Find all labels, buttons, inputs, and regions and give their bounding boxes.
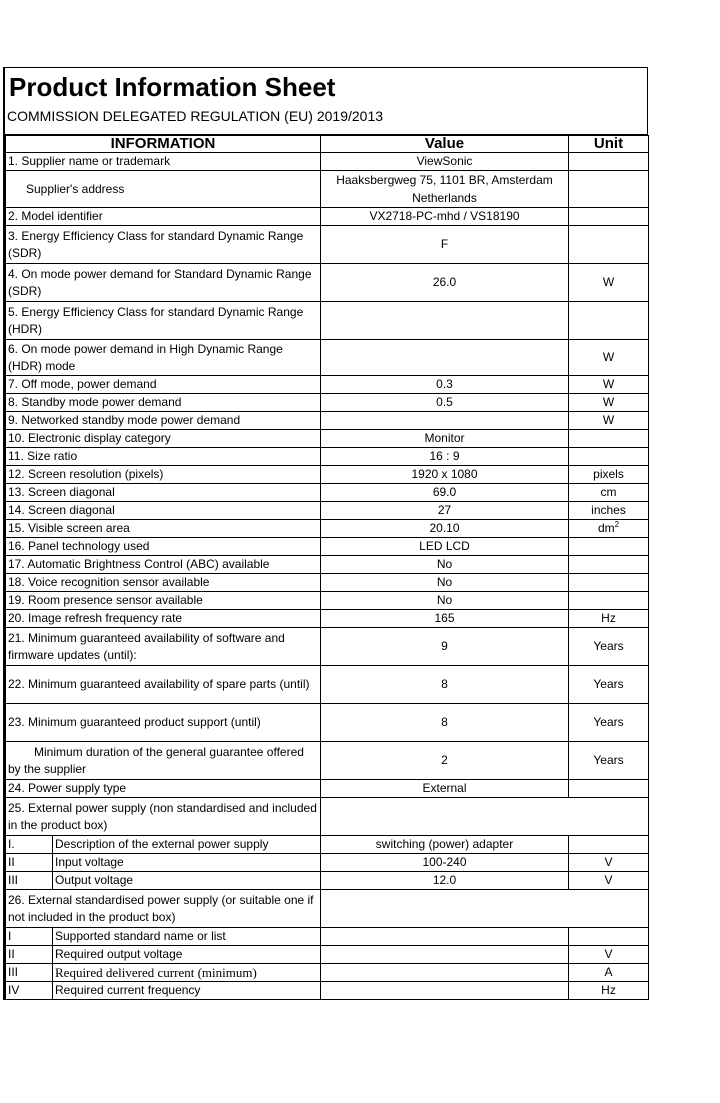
- unit-text: W: [602, 395, 615, 409]
- row-unit: [569, 394, 649, 412]
- row-value: 20.10: [321, 520, 569, 538]
- table-row: [6, 982, 649, 1000]
- row-value: [321, 964, 569, 982]
- unit-text: Hz: [601, 611, 616, 625]
- row-value: 12.0: [321, 872, 569, 890]
- row-value: [321, 946, 569, 964]
- row-information: Supported standard name or list: [53, 928, 321, 946]
- row-index: IV: [6, 982, 53, 1000]
- row-unit: [569, 592, 649, 610]
- unit-text: cm: [600, 485, 617, 499]
- row-value: LED LCD: [321, 538, 569, 556]
- info-table: [5, 135, 649, 1000]
- unit-text: inches: [591, 503, 626, 517]
- row-value: 69.0: [321, 484, 569, 502]
- regulation-subtitle: COMMISSION DELEGATED REGULATION (EU) 2019/2013: [5, 104, 648, 135]
- unit-text: Years: [593, 715, 624, 729]
- row-unit: [569, 836, 649, 854]
- unit-text: W: [602, 413, 615, 427]
- row-unit: [569, 704, 649, 742]
- row-value: [321, 340, 569, 376]
- unit-text: Years: [593, 677, 624, 691]
- row-value: 8: [321, 666, 569, 704]
- table-row: [6, 666, 649, 704]
- table-row: [6, 394, 649, 412]
- row-unit: [569, 448, 649, 466]
- table-row: [6, 376, 649, 394]
- row-information: 1. Supplier name or trademark: [6, 153, 321, 171]
- table-row: [6, 538, 649, 556]
- table-row: [6, 448, 649, 466]
- row-unit: [569, 520, 649, 538]
- row-information: 13. Screen diagonal: [6, 484, 321, 502]
- row-information: 9. Networked standby mode power demand: [6, 412, 321, 430]
- unit-superscript: 2: [614, 520, 620, 529]
- product-information-sheet: [3, 67, 648, 1000]
- row-unit: [569, 226, 649, 264]
- unit-text: W: [602, 350, 615, 364]
- row-value: ViewSonic: [321, 153, 569, 171]
- table-row: [6, 556, 649, 574]
- row-information: 24. Power supply type: [6, 780, 321, 798]
- row-value: 16 : 9: [321, 448, 569, 466]
- row-information: Input voltage: [53, 854, 321, 872]
- table-row: [6, 226, 649, 264]
- row-unit: [569, 484, 649, 502]
- table-row: [6, 412, 649, 430]
- row-value: 0.5: [321, 394, 569, 412]
- table-row: [6, 946, 649, 964]
- unit-text: Years: [593, 753, 624, 767]
- row-information: Required current frequency: [53, 982, 321, 1000]
- table-row: [6, 430, 649, 448]
- table-row: [6, 302, 649, 340]
- row-value: No: [321, 556, 569, 574]
- row-information: 20. Image refresh frequency rate: [6, 610, 321, 628]
- row-index: III: [6, 964, 53, 982]
- row-information: 2. Model identifier: [6, 208, 321, 226]
- row-value: [321, 412, 569, 430]
- row-unit: [569, 153, 649, 171]
- row-information: Supplier's address: [6, 171, 321, 208]
- table-row: [6, 592, 649, 610]
- unit-text: pixels: [593, 467, 624, 481]
- row-unit: [569, 574, 649, 592]
- table-row: [6, 928, 649, 946]
- section26-heading-row: [6, 890, 649, 928]
- row-value: [321, 982, 569, 1000]
- table-row: [6, 628, 649, 666]
- table-row: [6, 171, 649, 208]
- row-index: II: [6, 946, 53, 964]
- row-index: I: [6, 928, 53, 946]
- header-unit: Unit: [569, 136, 649, 153]
- row-unit: [569, 742, 649, 780]
- row-information: 5. Energy Efficiency Class for standard Dynamic Range (HDR): [6, 302, 321, 340]
- table-row: [6, 340, 649, 376]
- row-value: 0.3: [321, 376, 569, 394]
- row-unit: [569, 171, 649, 208]
- row-value: F: [321, 226, 569, 264]
- unit-text: W: [602, 377, 615, 391]
- row-information: 15. Visible screen area: [6, 520, 321, 538]
- row-unit: [569, 302, 649, 340]
- row-unit: [569, 928, 649, 946]
- section26-heading-blank: [321, 890, 649, 928]
- row-value: 100-240: [321, 854, 569, 872]
- row-information: 10. Electronic display category: [6, 430, 321, 448]
- row-unit: [569, 556, 649, 574]
- row-information: 17. Automatic Brightness Control (ABC) available: [6, 556, 321, 574]
- row-index: III: [6, 872, 53, 890]
- row-value: 1920 x 1080: [321, 466, 569, 484]
- header-information: INFORMATION: [6, 136, 321, 153]
- section25-heading-blank: [321, 798, 649, 836]
- row-information: 7. Off mode, power demand: [6, 376, 321, 394]
- row-information: 6. On mode power demand in High Dynamic Range (HDR) mode: [6, 340, 321, 376]
- section26-heading: 26. External standardised power supply (or suitable one if not included in the product box): [6, 890, 321, 928]
- table-row: [6, 466, 649, 484]
- row-information: Minimum duration of the general guarantee offered by the supplier: [6, 742, 321, 780]
- row-value: VX2718-PC-mhd / VS18190: [321, 208, 569, 226]
- row-value: Monitor: [321, 430, 569, 448]
- row-unit: [569, 340, 649, 376]
- row-value: [321, 302, 569, 340]
- table-row: [6, 704, 649, 742]
- row-information: Required delivered current (minimum): [53, 964, 321, 982]
- row-information: 12. Screen resolution (pixels): [6, 466, 321, 484]
- row-information: 8. Standby mode power demand: [6, 394, 321, 412]
- header-value: Value: [321, 136, 569, 153]
- row-value: 165: [321, 610, 569, 628]
- sheet-title: Product Information Sheet: [5, 68, 648, 104]
- section25-heading-row: [6, 798, 649, 836]
- row-information: 22. Minimum guaranteed availability of spare parts (until): [6, 666, 321, 704]
- row-unit: A: [569, 964, 649, 982]
- row-information: Description of the external power supply: [53, 836, 321, 854]
- row-information: 18. Voice recognition sensor available: [6, 574, 321, 592]
- row-unit: [569, 430, 649, 448]
- table-row: [6, 836, 649, 854]
- unit-text: W: [602, 275, 615, 289]
- row-information: 11. Size ratio: [6, 448, 321, 466]
- row-value: [321, 928, 569, 946]
- table-row: [6, 153, 649, 171]
- table-row: [6, 872, 649, 890]
- row-unit: V: [569, 946, 649, 964]
- row-value: 26.0: [321, 264, 569, 302]
- table-row: [6, 520, 649, 538]
- unit-text: dm: [597, 521, 615, 535]
- row-value: 27: [321, 502, 569, 520]
- row-unit: [569, 376, 649, 394]
- row-unit: [569, 666, 649, 704]
- row-information: 16. Panel technology used: [6, 538, 321, 556]
- row-value: Haaksbergweg 75, 1101 BR, Amsterdam Netherlands: [321, 171, 569, 208]
- row-unit: [569, 208, 649, 226]
- table-row: [6, 854, 649, 872]
- row-information: 14. Screen diagonal: [6, 502, 321, 520]
- row-index: II: [6, 854, 53, 872]
- table-row: [6, 264, 649, 302]
- row-unit: [569, 264, 649, 302]
- row-unit: [569, 538, 649, 556]
- row-unit: [569, 502, 649, 520]
- row-value: No: [321, 574, 569, 592]
- table-row: [6, 742, 649, 780]
- section25-heading: 25. External power supply (non standardised and included in the product box): [6, 798, 321, 836]
- row-information: 3. Energy Efficiency Class for standard Dynamic Range (SDR): [6, 226, 321, 264]
- table-row: [6, 964, 649, 982]
- row-information: 23. Minimum guaranteed product support (until): [6, 704, 321, 742]
- row-information: 21. Minimum guaranteed availability of software and firmware updates (until):: [6, 628, 321, 666]
- row-value: 9: [321, 628, 569, 666]
- row-value: No: [321, 592, 569, 610]
- row-value: 2: [321, 742, 569, 780]
- row-unit: [569, 466, 649, 484]
- row-value: switching (power) adapter: [321, 836, 569, 854]
- unit-text: Years: [593, 639, 624, 653]
- table-header-row: [6, 136, 649, 153]
- row-unit: [569, 628, 649, 666]
- table-row: [6, 484, 649, 502]
- row-value: 8: [321, 704, 569, 742]
- table-row: [6, 502, 649, 520]
- table-row: [6, 208, 649, 226]
- table-row: [6, 574, 649, 592]
- row-unit: V: [569, 854, 649, 872]
- row-unit: [569, 610, 649, 628]
- row-value: External: [321, 780, 569, 798]
- row-index: I.: [6, 836, 53, 854]
- row-information: 19. Room presence sensor available: [6, 592, 321, 610]
- row-information: Required output voltage: [53, 946, 321, 964]
- table-row: [6, 610, 649, 628]
- table-row: [6, 780, 649, 798]
- row-information: Output voltage: [53, 872, 321, 890]
- row-unit: [569, 780, 649, 798]
- row-unit: [569, 412, 649, 430]
- row-unit: V: [569, 872, 649, 890]
- row-unit: Hz: [569, 982, 649, 1000]
- row-information: 4. On mode power demand for Standard Dynamic Range (SDR): [6, 264, 321, 302]
